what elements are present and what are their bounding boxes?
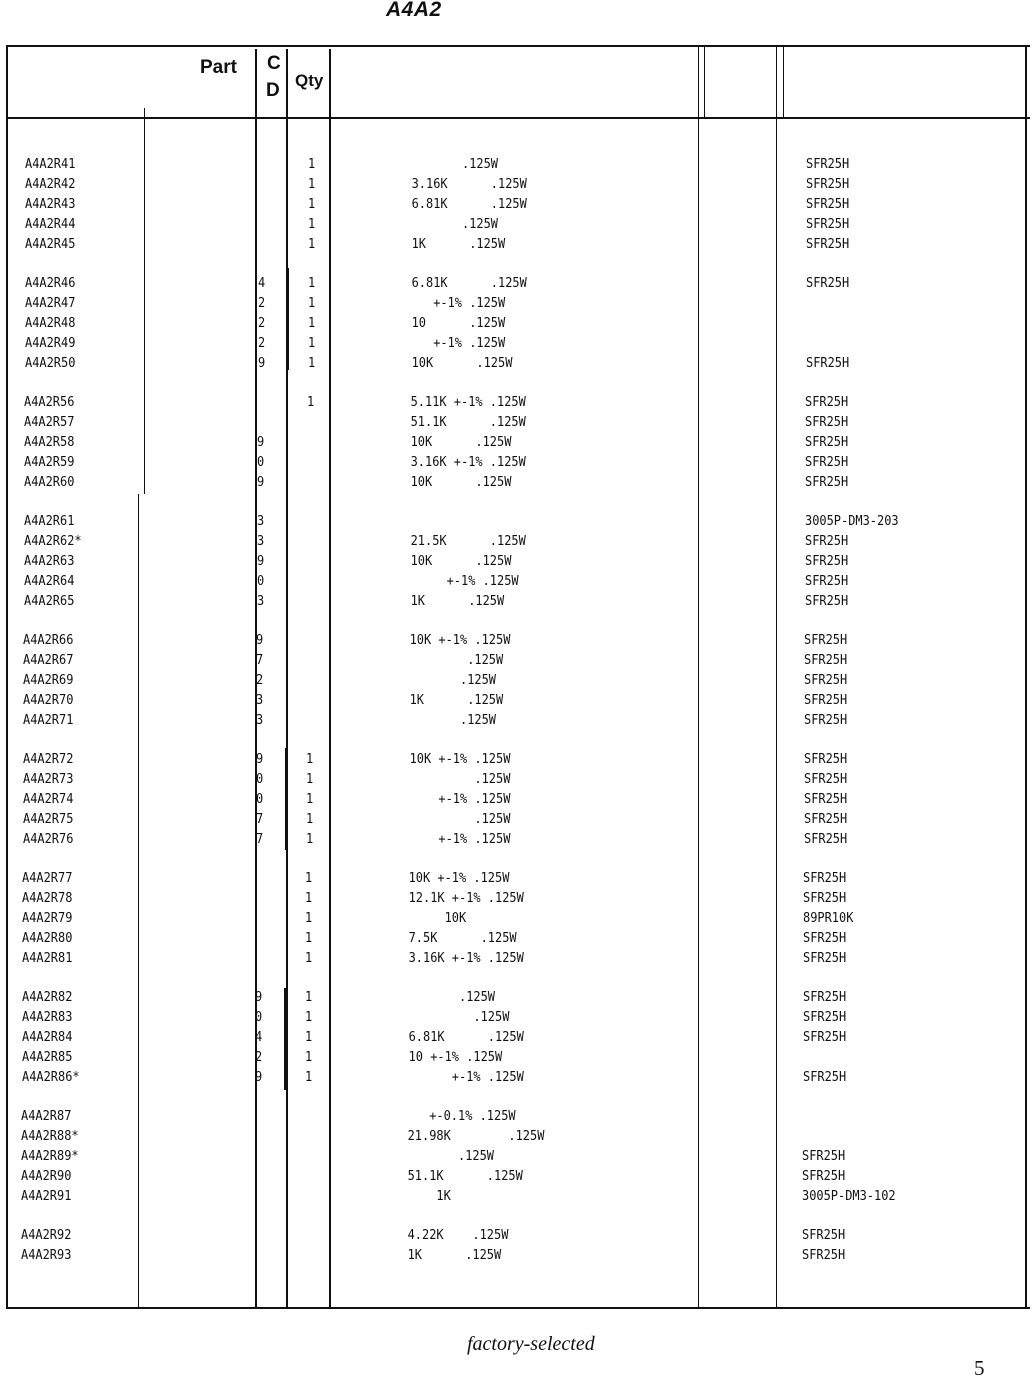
part-ref: A4A2R45 (25, 236, 76, 252)
part-mfr-number: SFR25H (806, 236, 850, 252)
cd-bracket-1 (287, 268, 289, 370)
part-description: 1K .125W (388, 692, 504, 708)
part-qty: 1 (305, 910, 313, 926)
column-divider-qty (286, 49, 288, 1308)
column-divider-a (698, 47, 699, 1308)
part-ref: A4A2R93 (21, 1247, 72, 1263)
part-description: 1K (386, 1188, 451, 1204)
part-cd: 0 (255, 1009, 263, 1025)
part-qty: 1 (305, 1069, 313, 1085)
part-description: 3.16K +-1% .125W (387, 950, 524, 966)
part-ref: A4A2R62* (24, 533, 82, 549)
part-ref: A4A2R87 (21, 1109, 72, 1124)
part-cd: 7 (256, 811, 264, 827)
part-mfr-number: SFR25H (804, 752, 848, 767)
part-ref: A4A2R50 (25, 355, 76, 371)
part-ref: A4A2R89* (21, 1148, 79, 1164)
part-description: 10K .125W (389, 434, 512, 450)
part-ref: A4A2R44 (25, 216, 76, 232)
page-number: 5 (974, 1356, 985, 1380)
table-bottom-border (6, 1307, 1030, 1309)
part-description: 10 +-1% .125W (387, 1049, 503, 1065)
part-mfr-number: SFR25H (803, 1069, 847, 1085)
part-ref: A4A2R65 (24, 593, 75, 609)
part-ref: A4A2R72 (23, 752, 74, 767)
part-ref: A4A2R74 (23, 791, 74, 807)
part-ref: A4A2R67 (23, 652, 74, 668)
part-cd: 0 (257, 573, 265, 589)
part-mfr-number: SFR25H (804, 712, 848, 728)
part-qty: 1 (305, 1009, 313, 1025)
part-qty: 1 (308, 176, 316, 192)
part-description: 51.1K .125W (389, 414, 526, 430)
part-cd: 0 (256, 791, 264, 807)
cd-bracket-3 (284, 988, 286, 1090)
part-mfr-number: SFR25H (806, 355, 850, 371)
part-cd: 4 (255, 1029, 263, 1045)
column-divider-b2 (783, 47, 784, 117)
part-ref: A4A2R91 (21, 1188, 72, 1204)
part-mfr-number: SFR25H (804, 811, 848, 827)
part-description: +-0.1% .125W (386, 1109, 516, 1124)
part-qty: 1 (308, 236, 316, 252)
part-mfr-number: SFR25H (803, 890, 847, 906)
part-description: 21.5K .125W (389, 533, 526, 549)
part-description: 10K +-1% .125W (387, 871, 510, 886)
header-part: Part (200, 57, 237, 78)
part-ref: A4A2R80 (22, 930, 73, 946)
part-description: 6.81K .125W (390, 276, 527, 291)
part-mfr-number: SFR25H (804, 831, 848, 847)
part-description: 7.5K .125W (387, 930, 517, 946)
part-ref: A4A2R60 (24, 474, 75, 490)
part-ref: A4A2R66 (23, 633, 74, 648)
part-description: 10K .125W (389, 553, 512, 569)
header-d: D (266, 80, 280, 101)
part-ref: A4A2R64 (24, 573, 75, 589)
part-mfr-number: SFR25H (805, 474, 849, 490)
part-cd: 3 (257, 533, 265, 549)
part-description: .125W (390, 216, 499, 232)
part-mfr-number: SFR25H (803, 871, 847, 886)
part-mfr-number: SFR25H (805, 533, 849, 549)
part-mfr-number: 3005P-DM3-203 (805, 514, 899, 529)
part-ref: A4A2R61 (24, 514, 75, 529)
part-description: 10K +-1% .125W (388, 633, 511, 648)
part-description: .125W (388, 811, 511, 827)
part-ref: A4A2R46 (25, 276, 76, 291)
part-qty: 1 (305, 950, 313, 966)
part-mfr-number: 3005P-DM3-102 (802, 1188, 896, 1204)
part-mfr-number: SFR25H (803, 1009, 847, 1025)
part-description: 10K (387, 910, 467, 926)
part-qty: 1 (306, 752, 314, 767)
cd-bracket-2 (285, 748, 287, 850)
part-description: .125W (388, 652, 504, 668)
part-cd: 9 (258, 355, 266, 371)
part-description: 6.81K .125W (390, 196, 527, 212)
part-ref: A4A2R81 (22, 950, 73, 966)
part-ref: A4A2R86* (22, 1069, 80, 1085)
part-ref: A4A2R41 (25, 157, 76, 172)
part-ref: A4A2R82 (22, 990, 73, 1005)
part-mfr-number: SFR25H (804, 652, 848, 668)
part-qty: 1 (305, 890, 313, 906)
part-description: 1K .125W (390, 236, 506, 252)
part-description: 10 .125W (390, 315, 506, 331)
part-qty: 1 (306, 831, 314, 847)
part-cd: 2 (255, 1049, 263, 1065)
column-divider-part-lower (138, 494, 139, 1308)
part-mfr-number: SFR25H (804, 791, 848, 807)
part-cd: 3 (257, 593, 265, 609)
part-cd: 3 (257, 514, 265, 529)
part-mfr-number: SFR25H (802, 1228, 846, 1243)
part-description: 1K .125W (386, 1247, 502, 1263)
column-divider-desc (329, 49, 331, 1308)
part-qty: 1 (306, 771, 314, 787)
part-ref: A4A2R63 (24, 553, 75, 569)
part-qty: 1 (308, 276, 316, 291)
part-mfr-number: SFR25H (802, 1168, 846, 1184)
part-cd: 2 (258, 335, 266, 351)
part-description: 3.16K .125W (390, 176, 527, 192)
part-description: 10K +-1% .125W (388, 752, 511, 767)
part-mfr-number: SFR25H (803, 950, 847, 966)
part-description: +-1% .125W (388, 831, 511, 847)
table-right-border (1025, 45, 1027, 1309)
part-mfr-number: SFR25H (805, 454, 849, 470)
part-mfr-number: SFR25H (802, 1148, 846, 1164)
part-ref: A4A2R75 (23, 811, 74, 827)
part-description: .125W (388, 672, 497, 688)
part-qty: 1 (305, 1049, 313, 1065)
part-qty: 1 (308, 216, 316, 232)
part-cd: 2 (256, 672, 264, 688)
table-top-border (6, 45, 1030, 47)
part-ref: A4A2R88* (21, 1128, 79, 1144)
part-cd: 2 (258, 315, 266, 331)
part-mfr-number: SFR25H (805, 414, 849, 430)
part-mfr-number: SFR25H (805, 593, 849, 609)
part-cd: 9 (257, 553, 265, 569)
part-cd: 3 (256, 692, 264, 708)
part-description: .125W (388, 712, 497, 728)
part-description: .125W (388, 771, 511, 787)
part-ref: A4A2R85 (22, 1049, 73, 1065)
part-cd: 9 (255, 990, 263, 1005)
header-c: C (267, 53, 281, 74)
part-ref: A4A2R71 (23, 712, 74, 728)
part-qty: 1 (305, 1029, 313, 1045)
part-ref: A4A2R77 (22, 871, 73, 886)
part-description: 51.1K .125W (386, 1168, 523, 1184)
part-qty: 1 (307, 395, 315, 410)
part-cd: 3 (256, 712, 264, 728)
header-divider (6, 117, 1030, 119)
part-mfr-number: SFR25H (803, 990, 847, 1005)
part-mfr-number: SFR25H (806, 196, 850, 212)
part-description: +-1% .125W (390, 335, 506, 351)
part-description: .125W (387, 1009, 510, 1025)
header-qty: Qty (295, 71, 324, 90)
part-cd: 9 (255, 1069, 263, 1085)
part-cd: 0 (256, 771, 264, 787)
part-qty: 1 (308, 295, 316, 311)
part-description: 6.81K .125W (387, 1029, 524, 1045)
part-mfr-number: SFR25H (804, 633, 848, 648)
part-description: 10K .125W (390, 355, 513, 371)
part-cd: 0 (257, 454, 265, 470)
part-ref: A4A2R49 (25, 335, 76, 351)
part-description: 5.11K +-1% .125W (389, 395, 526, 410)
column-divider-part (144, 108, 145, 494)
part-ref: A4A2R83 (22, 1009, 73, 1025)
part-mfr-number: 89PR10K (803, 910, 854, 926)
part-ref: A4A2R42 (25, 176, 76, 192)
part-ref: A4A2R69 (23, 672, 74, 688)
part-description: .125W (386, 1148, 495, 1164)
part-qty: 1 (305, 990, 313, 1005)
part-ref: A4A2R57 (24, 414, 75, 430)
part-qty: 1 (308, 157, 316, 172)
part-mfr-number: SFR25H (804, 692, 848, 708)
part-cd: 9 (256, 633, 264, 648)
part-ref: A4A2R78 (22, 890, 73, 906)
part-qty: 1 (306, 791, 314, 807)
part-description: 3.16K +-1% .125W (389, 454, 526, 470)
part-qty: 1 (308, 196, 316, 212)
part-mfr-number: SFR25H (806, 176, 850, 192)
part-description: +-1% .125W (388, 791, 511, 807)
part-description: +-1% .125W (387, 1069, 524, 1085)
part-ref: A4A2R47 (25, 295, 76, 311)
part-mfr-number: SFR25H (805, 434, 849, 450)
part-mfr-number: SFR25H (803, 1029, 847, 1045)
part-description: .125W (390, 157, 499, 172)
part-mfr-number: SFR25H (806, 216, 850, 232)
part-description: 12.1K +-1% .125W (387, 890, 524, 906)
part-qty: 1 (305, 871, 313, 886)
part-ref: A4A2R84 (22, 1029, 73, 1045)
part-description: +-1% .125W (390, 295, 506, 311)
part-ref: A4A2R48 (25, 315, 76, 331)
part-ref: A4A2R70 (23, 692, 74, 708)
part-cd: 4 (258, 276, 266, 291)
part-mfr-number: SFR25H (805, 395, 849, 410)
part-mfr-number: SFR25H (806, 157, 850, 172)
part-ref: A4A2R43 (25, 196, 76, 212)
part-mfr-number: SFR25H (806, 276, 850, 291)
column-divider-b (776, 47, 777, 1308)
part-cd: 9 (257, 474, 265, 490)
part-qty: 1 (306, 811, 314, 827)
part-qty: 1 (308, 335, 316, 351)
part-cd: 9 (256, 752, 264, 767)
footer-note: factory-selected (467, 1333, 595, 1355)
part-ref: A4A2R76 (23, 831, 74, 847)
part-ref: A4A2R92 (21, 1228, 72, 1243)
part-ref: A4A2R56 (24, 395, 75, 410)
part-cd: 7 (256, 831, 264, 847)
column-divider-a2 (704, 47, 705, 117)
part-description: 1K .125W (389, 593, 505, 609)
part-mfr-number: SFR25H (802, 1247, 846, 1263)
part-qty: 1 (308, 355, 316, 371)
part-description: 4.22K .125W (386, 1228, 509, 1243)
part-mfr-number: SFR25H (805, 573, 849, 589)
part-description: 10K .125W (389, 474, 512, 490)
page-title: A4A2 (386, 0, 442, 21)
part-ref: A4A2R59 (24, 454, 75, 470)
part-mfr-number: SFR25H (805, 553, 849, 569)
part-description: +-1% .125W (389, 573, 519, 589)
part-ref: A4A2R79 (22, 910, 73, 926)
part-mfr-number: SFR25H (803, 930, 847, 946)
table-left-border (6, 45, 8, 1309)
part-description: 21.98K .125W (386, 1128, 545, 1144)
part-cd: 7 (256, 652, 264, 668)
part-qty: 1 (305, 930, 313, 946)
part-description: .125W (387, 990, 496, 1005)
part-ref: A4A2R58 (24, 434, 75, 450)
part-cd: 2 (258, 295, 266, 311)
part-mfr-number: SFR25H (804, 672, 848, 688)
part-cd: 9 (257, 434, 265, 450)
part-ref: A4A2R73 (23, 771, 74, 787)
part-ref: A4A2R90 (21, 1168, 72, 1184)
part-qty: 1 (308, 315, 316, 331)
part-mfr-number: SFR25H (804, 771, 848, 787)
